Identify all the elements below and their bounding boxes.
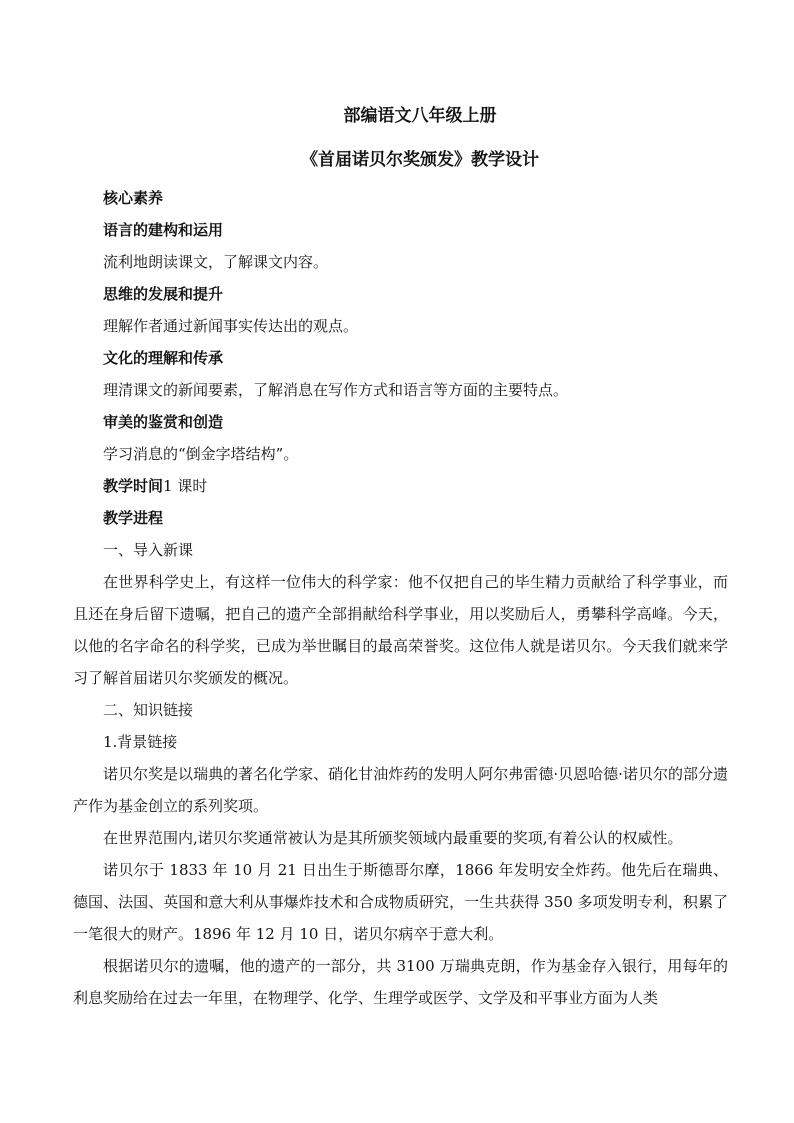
document-body <box>73 182 728 1014</box>
step1-paragraph: 在世界科学史上，有这样一位伟大的科学家：他不仅把自己的毕生精力贡献给了科学事业，而且还在身后留下遗嘱，把自己的遗产全部捐献给科学事业，用以奖励后人，勇攀科学高峰。今天，以他的名字命名的科学奖，已成为举世瞩目的最高荣誉奖。这位伟人就是诺贝尔。今天我们就来学习了解首届诺贝尔奖颁发的概况。 <box>73 573 728 687</box>
lang-heading: 语言的建构和运用 <box>103 221 224 239</box>
teaching-time-value: 1 课时 <box>163 477 208 495</box>
process-heading: 教学进程 <box>103 509 164 527</box>
culture-text: 理清课文的新闻要素，了解消息在写作方式和语言等方面的主要特点。 <box>103 381 569 399</box>
step1-title: 一、导入新课 <box>103 541 194 559</box>
step2-sub1: 1.背景链接 <box>103 733 178 751</box>
thinking-heading: 思维的发展和提升 <box>103 285 224 303</box>
aesthetic-text: 学习消息的“倒金字塔结构”。 <box>103 445 299 463</box>
background-paragraph-a: 诺贝尔奖是以瑞典的著名化学家、硝化甘油炸药的发明人阿尔弗雷德·贝恩哈德·诺贝尔的部分遗产作为基金创立的系列奖项。 <box>73 765 728 815</box>
teaching-time <box>73 470 728 502</box>
core-literacy-heading: 核心素养 <box>103 189 164 207</box>
lang-text: 流利地朗读课文，了解课文内容。 <box>103 253 329 271</box>
thinking-text: 理解作者通过新闻事实传达出的观点。 <box>103 317 359 335</box>
doc-title-line2: 《首届诺贝尔奖颁发》教学设计 <box>301 150 539 170</box>
background-paragraph-b: 在世界范围内,诺贝尔奖通常被认为是其所颁奖领域内最重要的奖项,有着公认的权威性。 <box>103 829 683 847</box>
culture-heading: 文化的理解和传承 <box>103 349 224 367</box>
background-paragraph-c: 诺贝尔于 1833 年 10 月 21 日出生于斯德哥尔摩，1866 年发明安全炸药。他先后在瑞典、德国、法国、英国和意大利从事爆炸技术和合成物质研究，一生共获得 350 多项发明专利，积累了一笔很大的财产。1896 年 12 月 10 日，诺贝尔病卒于意大利。 <box>73 861 728 943</box>
background-paragraph-d: 根据诺贝尔的遗嘱，他的遗产的一部分，共 3100 万瑞典克朗，作为基金存入银行，用每年的利息奖励给在过去一年里，在物理学、化学、生理学或医学、文学及和平事业方面为人类 <box>73 957 728 1007</box>
aesthetic-heading: 审美的鉴赏和创造 <box>103 413 224 431</box>
teaching-time-label: 教学时间 <box>103 477 164 495</box>
doc-title-line1: 部编语文八年级上册 <box>343 106 497 126</box>
step2-title: 二、知识链接 <box>103 701 194 719</box>
